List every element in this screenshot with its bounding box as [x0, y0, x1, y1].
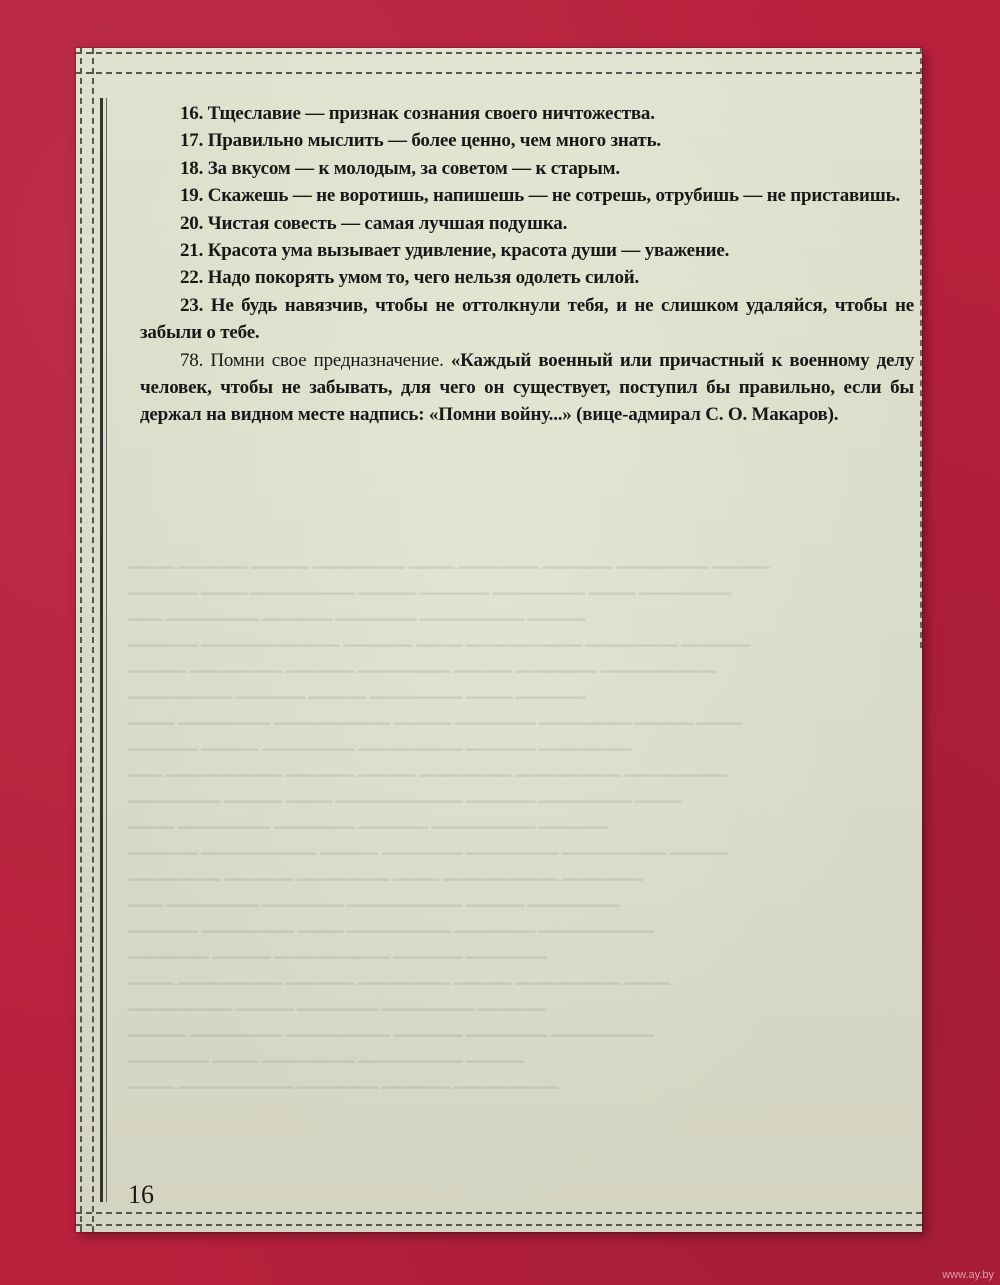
document-page — [76, 48, 922, 1232]
perforation-left — [80, 48, 94, 1232]
quote-item-16: 16. Тщеславие — признак сознания своего ничтожества. — [180, 103, 655, 124]
quote-item-17: 17. Правильно мыслить — более ценно, чем много знать. — [180, 130, 661, 152]
page-number: 16 — [128, 1180, 154, 1209]
item-78-lead: 78. Помни свое предназначение. — [180, 349, 451, 371]
quote-item-78 — [140, 347, 914, 429]
quotes-body — [140, 100, 914, 429]
quote-item-23: 23. Не будь навязчив, чтобы не оттолкнули тебя, и не слишком удаляйся, чтобы не забыли о тебе. — [140, 294, 914, 344]
perforation-top — [76, 52, 922, 74]
show-through-text: ▁▁▁▁ ▁▁▁▁▁▁ ▁▁▁▁▁ ▁▁▁▁▁▁▁▁ ▁▁▁▁ ▁▁▁▁▁▁▁ ▁▁▁▁▁▁ ▁▁▁▁▁▁▁▁ ▁▁▁▁▁ ▁▁▁▁▁▁ ▁▁▁▁ ▁▁▁▁▁▁▁▁▁ ▁▁▁▁▁ ▁▁▁▁▁▁ ▁▁▁▁▁▁▁▁ ▁▁▁▁ ▁▁▁▁▁▁▁▁ ▁▁▁ ▁▁▁▁▁▁▁▁ ▁▁▁▁▁▁ ▁▁▁▁▁▁▁ ▁▁▁▁▁▁▁▁▁ ▁▁▁▁▁ ▁▁▁▁▁▁ ▁▁▁▁▁▁▁▁▁▁▁▁ ▁▁▁▁▁▁ ▁▁▁▁ ▁▁▁▁▁▁▁▁▁▁ ▁▁▁▁▁▁▁▁ ▁▁▁▁▁▁ ▁▁▁▁▁ ▁▁▁▁▁▁▁▁ ▁▁▁▁▁▁ ▁▁▁▁▁▁▁▁ ▁▁▁▁▁ ▁▁▁▁▁▁▁ ▁▁▁▁▁▁▁▁▁▁ ▁▁▁▁▁▁▁▁▁ ▁▁▁▁▁▁ ▁▁▁▁▁ ▁▁▁▁▁▁▁▁ ▁▁▁▁ ▁▁▁▁▁▁ ▁▁▁▁ ▁▁▁▁▁▁▁▁ ▁▁▁▁▁▁▁▁▁▁ ▁▁▁▁▁ ▁▁▁▁▁▁▁ ▁▁▁▁▁▁▁▁ ▁▁▁▁▁ ▁▁▁▁ ▁▁▁▁▁▁ ▁▁▁▁▁ ▁▁▁▁▁▁▁▁ ▁▁▁▁▁▁▁▁▁ ▁▁▁▁▁▁ ▁▁▁▁▁▁▁▁ ▁▁▁ ▁▁▁▁▁▁▁▁▁▁ ▁▁▁▁▁▁ ▁▁▁▁▁ ▁▁▁▁▁▁▁▁ ▁▁▁▁▁▁▁▁▁ ▁▁▁▁▁▁▁▁▁ ▁▁▁▁▁▁▁▁ ▁▁▁▁▁ ▁▁▁▁ ▁▁▁▁▁▁▁▁▁▁▁ ▁▁▁▁▁▁ ▁▁▁▁▁▁▁▁ ▁▁▁▁ ▁▁▁▁ ▁▁▁▁▁▁▁▁ ▁▁▁▁▁▁▁ ▁▁▁▁▁▁ ▁▁▁▁▁▁▁▁▁ ▁▁▁▁▁▁ ▁▁▁▁▁▁ ▁▁▁▁▁▁▁▁▁▁ ▁▁▁▁▁ ▁▁▁▁▁▁▁ ▁▁▁▁▁▁▁▁ ▁▁▁▁▁▁▁▁▁ ▁▁▁▁▁ ▁▁▁▁▁▁▁▁ ▁▁▁▁▁▁ ▁▁▁▁▁▁▁▁ ▁▁▁▁ ▁▁▁▁▁▁▁▁▁▁ ▁▁▁▁▁▁▁ ▁▁▁ ▁▁▁▁▁▁▁▁ ▁▁▁▁▁▁▁ ▁▁▁▁▁▁▁▁▁▁ ▁▁▁▁▁ ▁▁▁▁▁▁▁▁ ▁▁▁▁▁▁ ▁▁▁▁▁▁▁▁ ▁▁▁▁ ▁▁▁▁▁▁▁▁▁ ▁▁▁▁▁▁▁ ▁▁▁▁▁▁▁▁▁▁ ▁▁▁▁▁▁▁ ▁▁▁▁▁ ▁▁▁▁▁▁▁▁▁▁ ▁▁▁▁▁▁ ▁▁▁▁▁▁▁ ▁▁▁▁ ▁▁▁▁▁▁▁▁▁ ▁▁▁▁▁▁ ▁▁▁▁▁▁▁▁ ▁▁▁▁▁ ▁▁▁▁▁▁▁▁▁ ▁▁▁▁ ▁▁▁▁▁▁▁▁▁ ▁▁▁▁▁ ▁▁▁▁▁▁▁ ▁▁▁▁▁▁▁▁ ▁▁▁▁▁▁ ▁▁▁▁▁ ▁▁▁▁▁▁▁▁ ▁▁▁▁▁▁▁▁▁ ▁▁▁▁▁▁ ▁▁▁▁▁▁▁ ▁▁▁▁▁▁▁▁▁ ▁▁▁▁▁▁▁ ▁▁▁▁ ▁▁▁▁▁▁▁▁ ▁▁▁▁▁▁▁▁▁ ▁▁▁▁▁ ▁▁▁▁ ▁▁▁▁▁▁▁▁▁▁ ▁▁▁▁▁▁▁ ▁▁▁▁▁▁ ▁▁▁▁▁▁▁▁▁ — [128, 553, 770, 1089]
quote-item-18: 18. За вкусом — к молодым, за советом — к старым. — [180, 157, 620, 179]
margin-rule-thin — [106, 98, 107, 1202]
watermark: www.ay.by — [942, 1269, 994, 1281]
perforation-bottom — [76, 1212, 922, 1226]
quote-item-19: 19. Скажешь — не воротишь, напишешь — не сотрешь, отрубишь — не приставишь. — [180, 185, 901, 207]
quote-item-21: 21. Красота ума вызывает удивление, красота души — уважение. — [180, 240, 730, 262]
item-78-quote: «Каждый военный или причастный к военному делу человек, чтобы не забывать, для чего он существует, поступил бы правильно, если бы держал на видном месте надпись: «Помни войну...» (вице-адмирал С. О. Макаров). — [140, 349, 914, 426]
quote-item-22: 22. Надо покорять умом то, чего нельзя одолеть силой. — [180, 267, 640, 289]
margin-rule — [100, 98, 103, 1202]
quote-item-20: 20. Чистая совесть — самая лучшая подушка. — [180, 212, 568, 234]
